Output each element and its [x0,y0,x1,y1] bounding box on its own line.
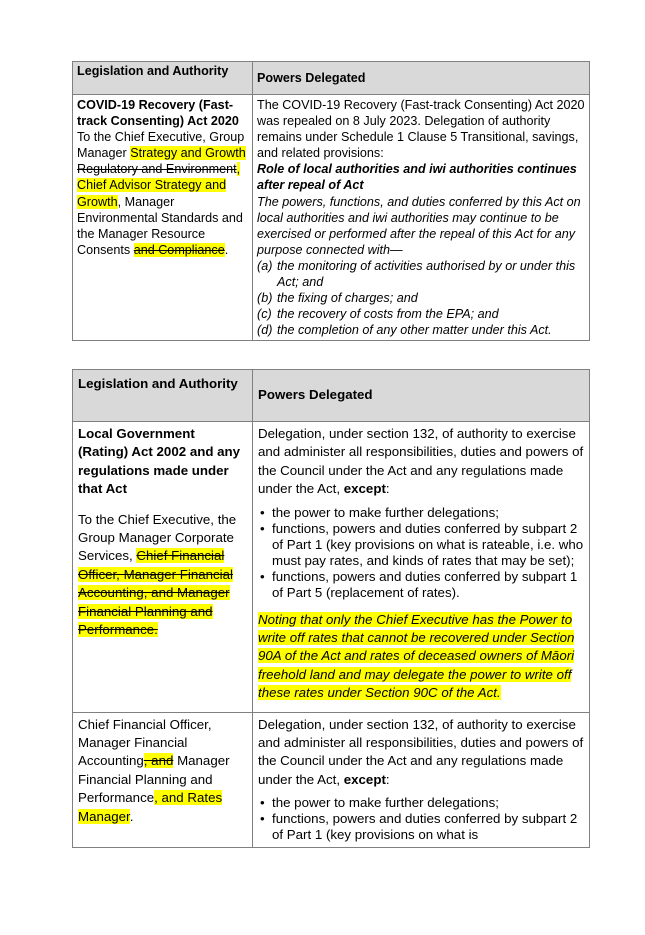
delegation-text [258,425,584,499]
list-item: • the power to make further delegations; [272,505,584,521]
authority-text-part: To the Chief Executive, the Group Manager Corporate Services, [78,511,237,564]
header-legislation-authority: Legislation and Authority [73,62,253,95]
authority-text [77,129,248,258]
exceptions-list [258,795,584,843]
header-powers-delegated: Powers Delegated [253,62,590,95]
strikethrough-deletion: Regulatory and Environment [77,162,237,177]
delegation-text-part: Delegation, under section 132, of authority to exercise and administer all responsibilities, duties and powers of the Council under the Act and any regulations made under the Act, [258,426,584,497]
table-row [73,712,590,847]
table-row [73,422,590,713]
authority-text [78,511,247,640]
table-header-row [73,370,590,422]
header-legislation-authority: Legislation and Authority [73,370,253,422]
exceptions-list [258,505,584,601]
table-header-row [73,62,590,95]
delegation-table-rating [72,369,590,848]
list-item-text: the completion of any other matter under this Act. [277,323,552,338]
repeal-intro: The COVID-19 Recovery (Fast-track Consenting) Act 2020 was repealed on 8 July 2023. Delegation of authority remains under Schedule 1 Clause 5 Transitional, savings, and related provisions: [257,98,585,161]
section-heading: Role of local authorities and iwi authorities continues after repeal of Act [257,162,577,193]
strikethrough-deletion: and Compliance [133,242,225,257]
list-item [257,258,585,290]
list-item-label: (b) [257,291,273,306]
list-item [257,306,585,322]
list-item: • functions, powers and duties conferred by subpart 2 of Part 1 (key provisions on what is rateable, i.e. who must pay rates, and kinds of rates that may be set); [272,521,584,569]
authority-text-part: , Manager Environmental Standards and the Manager Resource Consents [77,194,243,257]
delegation-text-part: Delegation, under section 132, of authority to exercise and administer all responsibilities, duties and powers of the Council under the Act and any regulations made under the Act, [258,716,584,787]
except-label: except [343,771,386,787]
list-item-label: (d) [257,323,273,338]
delegation-text-part: : [385,481,390,497]
highlight-insertion: Noting that only the Chief Executive has the Power to write off rates that cannot be recovered under Section 90A of the Act and rates of deceased owners of Māori freehold land and may delegate the power to write off these rates under Section 90C of the Act. [258,611,575,701]
highlight-insertion: Strategy and Growth [130,146,246,161]
strikethrough-deletion: Chief Financial Officer, Manager Financial Accounting, and Manager Financial Planning and Performance. [78,548,233,638]
header-powers-delegated: Powers Delegated [253,370,590,422]
highlight-insertion: , and Rates Manager [78,790,223,824]
powers-cell [253,95,590,341]
list-item-text: the fixing of charges; and [277,291,418,306]
note-text [258,611,584,703]
list-item: • the power to make further delegations; [272,795,584,811]
authority-text-part: . [224,242,229,257]
strikethrough-deletion: , and [143,753,174,769]
delegation-table-covid [72,61,590,341]
list-item-label: (a) [257,258,273,273]
table-row [73,95,590,341]
list-item-text: the recovery of costs from the EPA; and [277,307,499,322]
list-item [257,290,585,306]
list-item [257,322,585,338]
powers-cell [253,422,590,713]
delegation-text-part: : [385,771,390,787]
authority-text-part: Manager Financial Planning and Performance [78,753,230,806]
authority-text-part: . [129,808,134,824]
authority-text-part: Chief Financial Officer, Manager Financial Accounting [78,716,212,769]
legislation-title: Local Government (Rating) Act 2002 and any regulations made under that Act [78,426,241,497]
list-item-text: the monitoring of activities authorised by or under this Act; and [277,258,576,290]
legislation-cell [73,95,253,341]
authority-text-part: To the Chief Executive, Group Manager [77,130,245,161]
list-item: • functions, powers and duties conferred by subpart 2 of Part 1 (key provisions on what is [272,811,584,843]
powers-cell [253,712,590,847]
delegation-text [258,716,584,790]
highlight-insertion: , Chief Advisor Strategy and Growth [77,162,241,209]
legislation-cell [73,422,253,713]
legislation-cell [73,712,253,847]
list-item: • functions, powers and duties conferred by subpart 1 of Part 5 (replacement of rates). [272,569,584,601]
section-body: The powers, functions, and duties conferred by this Act on local authorities and iwi authorities may continue to be exercised or performed after the repeal of this Act for any purpose connected with— [257,194,581,257]
except-label: except [343,481,386,497]
list-item-label: (c) [257,307,272,322]
authority-text [78,716,247,826]
legislation-title: COVID-19 Recovery (Fast-track Consenting) Act 2020 [77,98,239,129]
